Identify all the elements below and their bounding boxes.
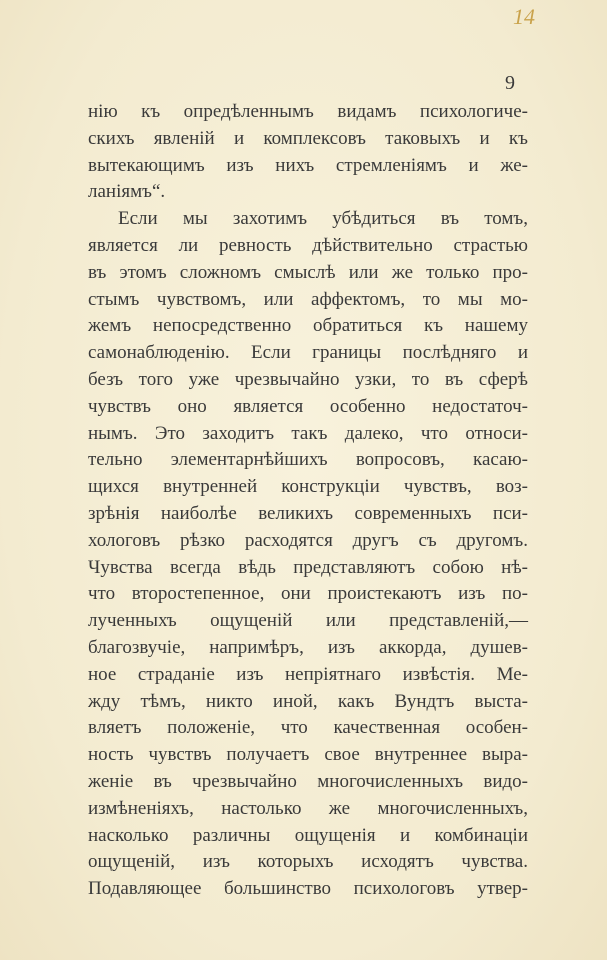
text-line: стымъ чувствомъ, или аффектомъ, то мы мо- — [88, 288, 528, 310]
text-line: скихъ явленій и комплексовъ таковыхъ и къ — [88, 127, 528, 149]
text-line: зрѣнія наиболѣе великихъ современныхъ пси- — [88, 502, 528, 524]
text-line: въ этомъ сложномъ смыслѣ или же только про- — [88, 261, 528, 283]
text-line: ощущеній, изъ которыхъ исходятъ чувства. — [88, 851, 528, 873]
text-line: чувствъ оно является особенно недостаточ- — [88, 395, 528, 417]
corner-pencil-mark: 14 — [513, 4, 535, 29]
text-line: является ли ревность дѣйствительно страстью — [88, 234, 528, 256]
text-line: измѣненіяхъ, настолько же многочисленныхъ, — [88, 797, 528, 819]
body-text — [88, 99, 528, 903]
text-line: насколько различны ощущенія и комбинаціи — [88, 824, 528, 846]
text-line: нію къ опредѣленнымъ видамъ психологиче- — [88, 101, 528, 122]
text-line: лученныхъ ощущеній или представленій,— — [88, 610, 528, 632]
text-line: жду тѣмъ, никто иной, какъ Вундтъ выста- — [88, 690, 528, 712]
text-line: ное страданіе изъ непріятнаго извѣстія. Ме- — [88, 663, 528, 685]
page-number: 9 — [505, 72, 515, 94]
text-line: жемъ непосредственно обратиться къ нашему — [88, 315, 528, 337]
text-line: ность чувствъ получаетъ свое внутреннее выра- — [88, 744, 528, 766]
text-line: что второстепенное, они проистекаютъ изъ по- — [88, 583, 528, 605]
text-line: тельно элементарнѣйшихъ вопросовъ, касаю- — [88, 449, 528, 471]
text-line: вляетъ положеніе, что качественная особен- — [88, 717, 528, 739]
text-line: безъ того уже чрезвычайно узки, то въ сферѣ — [88, 368, 528, 390]
text-line: самонаблюденію. Если границы послѣдняго и — [88, 342, 528, 364]
text-line: благозвучіе, напримѣръ, изъ аккорда, душев- — [88, 636, 528, 658]
text-line: Если мы захотимъ убѣдиться въ томъ, — [118, 208, 528, 230]
text-line: женіе въ чрезвычайно многочисленныхъ видо- — [88, 770, 528, 792]
text-line: щихся внутренней конструкціи чувствъ, воз- — [88, 476, 528, 498]
text-line: Чувства всегда вѣдь представляютъ собою нѣ- — [88, 556, 528, 578]
text-line: ланіямъ“. — [88, 181, 166, 203]
text-line: хологовъ рѣзко расходятся другъ съ другомъ. — [88, 529, 528, 551]
text-line: вытекающимъ изъ нихъ стремленіямъ и же- — [88, 154, 528, 176]
text-line: Подавляющее большинство психологовъ утвер- — [88, 878, 528, 900]
text-line: нымъ. Это заходитъ такъ далеко, что относи- — [88, 422, 528, 444]
